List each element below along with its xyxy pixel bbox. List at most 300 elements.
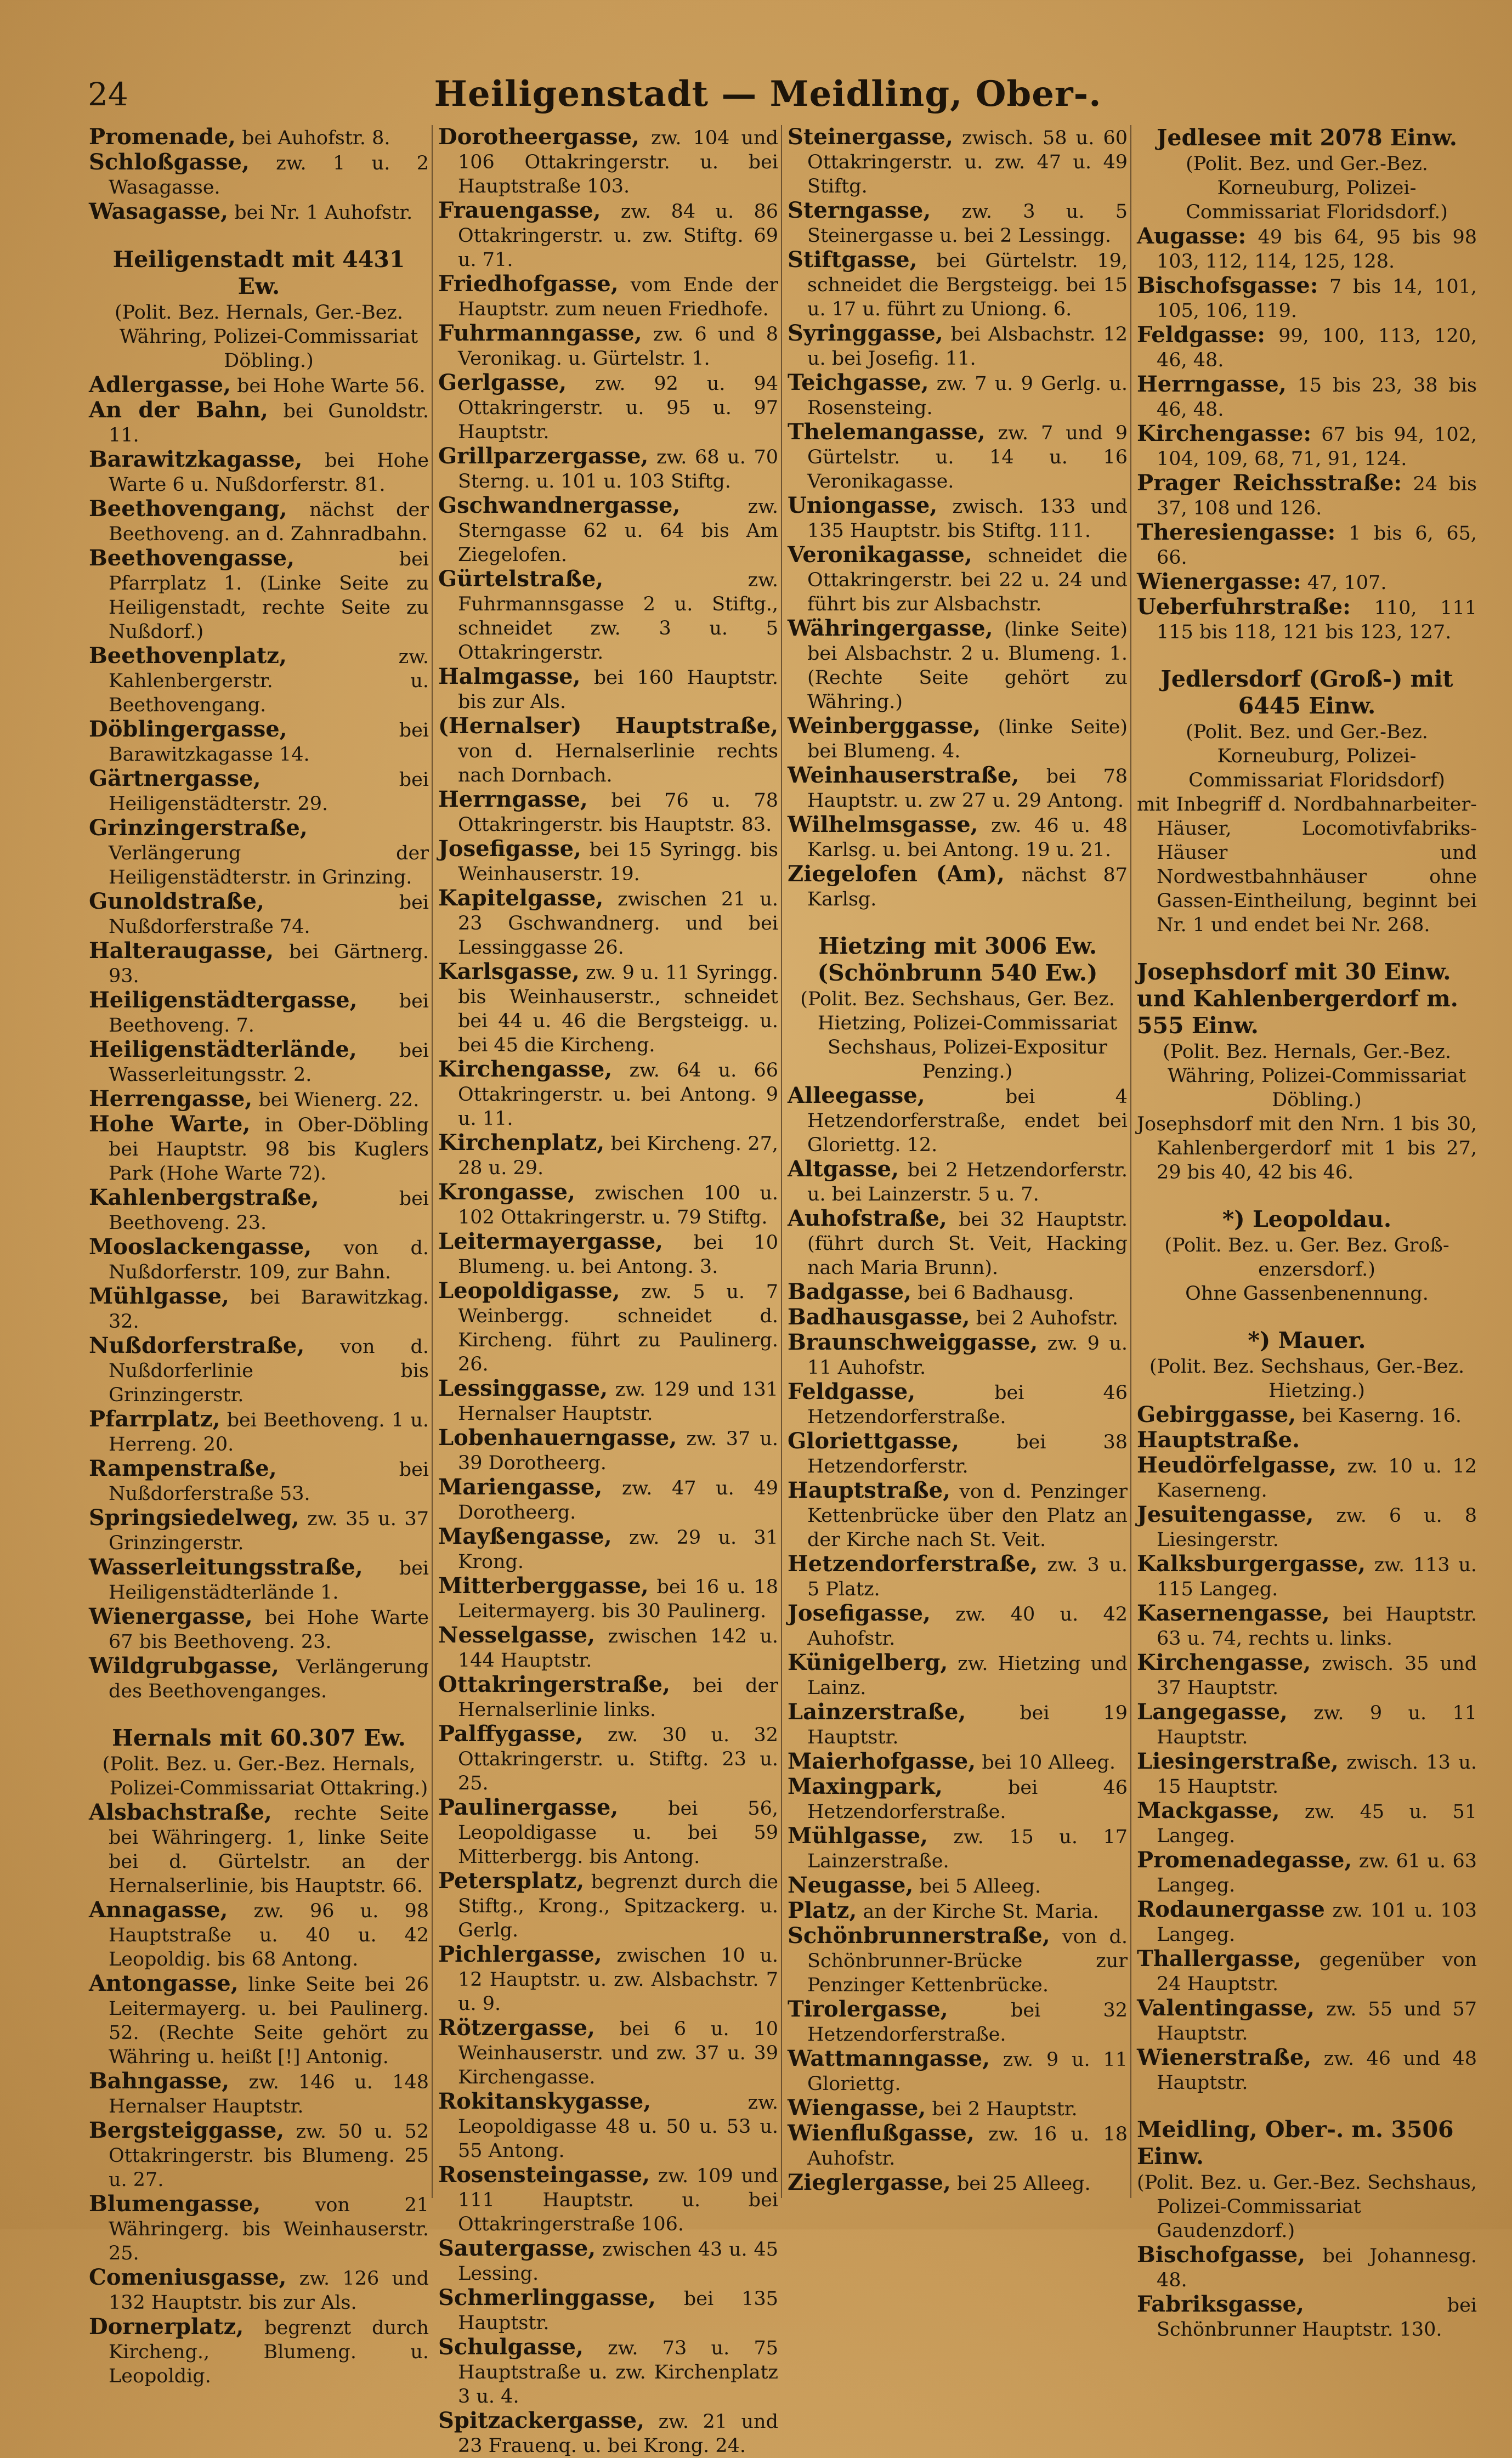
street-location: zw. 3 u. 5 Steinergasse u. bei 2 Lessingg. <box>807 201 1128 247</box>
street-name: Spitzackergasse, <box>438 2408 645 2433</box>
street-location: zw. 73 u. 75 Hauptstraße u. zw. Kirchenplatz 3 u. 4. <box>458 2337 778 2408</box>
street-name: Weinberggasse, <box>788 713 981 739</box>
street-location: zw. 37 u. 39 Dorotheerg. <box>458 1428 778 1474</box>
street-entry <box>1137 2243 1477 2292</box>
street-entry <box>89 398 429 448</box>
street-name: Badhausgasse, <box>788 1304 970 1330</box>
street-name: Neugasse, <box>788 1872 914 1898</box>
street-entry <box>438 1131 778 1180</box>
street-location: bei Heiligenstädterlände 1. <box>109 1558 429 1604</box>
street-entry <box>788 862 1128 911</box>
street-name: Petersplatz, <box>438 1868 585 1894</box>
street-entry <box>89 1898 429 1972</box>
street-location: (linke Seite) bei Alsbachstr. 2 u. Blumeng. 1. (Rechte Seite gehört zu Währing.) <box>807 619 1128 713</box>
street-entry <box>788 2171 1128 2196</box>
street-entry <box>89 1972 429 2069</box>
street-location: zw. Sterngasse 62 u. 64 bis Am Ziegelofen. <box>458 496 778 566</box>
street-list <box>1137 2243 1477 2342</box>
street-location: bei Hauptstr. 63 u. 74, rechts u. links. <box>1157 1604 1477 1650</box>
street-location: zw. 10 u. 12 Kaserneng. <box>1157 1455 1477 1502</box>
street-entry <box>1137 274 1477 323</box>
street-entry <box>1137 372 1477 422</box>
street-name: Lobenhauerngasse, <box>438 1425 677 1451</box>
street-location: bei Kircheng. 27, 28 u. 29. <box>458 1133 778 1179</box>
street-name: Liesingerstraße, <box>1137 1748 1339 1774</box>
street-entry <box>438 1942 778 2016</box>
street-location: zwischen 142 u. 144 Hauptstr. <box>458 1626 778 1672</box>
street-entry <box>89 2069 429 2119</box>
street-name: Fuhrmanngasse, <box>438 320 642 346</box>
street-location: bei Hohe Warte 67 bis Beethoveng. 23. <box>109 1607 429 1653</box>
street-entry <box>438 2286 778 2335</box>
street-location: 47, 107. <box>1301 572 1387 594</box>
street-entry <box>438 665 778 714</box>
street-location: bei Gürtelstr. 19, schneidet die Bergsteigg. bei 15 u. 17 u. führt zu Uniong. 6. <box>807 250 1128 320</box>
street-entry <box>788 763 1128 813</box>
district-jedlesee-title: Jedlesee mit 2078 Einw. <box>1157 124 1457 151</box>
street-location: zw. 47 u. 49 Dorotheerg. <box>458 1477 778 1523</box>
street-name: Feldgasse, <box>788 1379 916 1404</box>
street-location: schneidet die Ottakringerstr. bei 22 u. 24 und führt bis zur Alsbachstr. <box>807 545 1128 615</box>
column-rule <box>781 125 782 2198</box>
street-entry <box>1137 471 1477 520</box>
street-location: zw. 46 und 48 Hauptstr. <box>1157 2048 1477 2094</box>
street-entry <box>788 616 1128 714</box>
street-entry <box>438 1574 778 1623</box>
street-entry <box>788 1601 1128 1651</box>
street-location: bei Beethoveng. 23. <box>109 1188 429 1234</box>
street-entry <box>89 497 429 546</box>
street-name: Hetzendorferstraße, <box>788 1551 1038 1577</box>
street-location: bei 5 Alleeg. <box>913 1876 1041 1898</box>
street-entry <box>788 420 1128 494</box>
street-entry <box>89 717 429 767</box>
street-location: bei 10 Blumeng. u. bei Antong. 3. <box>458 1232 778 1278</box>
street-location: zw. 9 u. 11 Syringg. bis Weinhauserstr., schneidet bei 44 u. 46 die Bergsteigg. u. bei 45 die Kircheng. <box>458 962 778 1056</box>
street-entry <box>438 444 778 494</box>
street-location: zw. Hietzing und Lainz. <box>807 1653 1128 1699</box>
street-entry <box>788 813 1128 862</box>
district-info: (Polit. Bez. Sechshaus, Ger.-Bez. Hietzing.) <box>1149 1356 1465 1402</box>
street-name: Alleegasse, <box>788 1083 925 1108</box>
street-entry <box>788 494 1128 543</box>
street-location: linke Seite bei 26 Leitermayerg. u. bei Paulinerg. 52. (Rechte Seite gehört zu Währing u. heißt [!] Antonig. <box>109 1974 429 2068</box>
street-entry <box>438 1623 778 1673</box>
street-name: Hauptstraße, <box>788 1477 950 1503</box>
street-name: Langegasse, <box>1137 1699 1288 1725</box>
street-location: bei 32 Hetzendorferstraße. <box>807 2000 1128 2046</box>
street-name: Wiengasse, <box>788 2095 926 2121</box>
street-entry <box>438 1475 778 1525</box>
column-1 <box>89 124 429 2387</box>
district-mauer-title: *) Mauer. <box>1248 1327 1366 1353</box>
street-location: von d. Penzinger Kettenbrücke über den Platz an der Kirche nach St. Veit. <box>807 1481 1128 1551</box>
street-location: zw. 6 und 8 Veronikag. u. Gürtelstr. 1. <box>458 324 778 370</box>
street-entry <box>89 816 429 890</box>
district-heiligenstadt-title: Heiligenstadt mit 4431 Ew. <box>112 246 405 299</box>
street-name: Kahlenbergstraße, <box>89 1185 319 1210</box>
street-name: Kalksburgergasse, <box>1137 1551 1366 1577</box>
street-name: Ottakringerstraße, <box>438 1672 671 1697</box>
street-entry <box>89 988 429 1038</box>
street-name: Mariengasse, <box>438 1474 603 1500</box>
street-entry <box>438 2236 778 2286</box>
street-name: Wildgrubgasse, <box>89 1653 279 1679</box>
street-location: zw. 55 und 57 Hauptstr. <box>1157 1998 1477 2044</box>
street-name: Rötzergasse, <box>438 2015 595 2041</box>
street-name: Wattmanngasse, <box>788 2046 990 2071</box>
street-name: Herrengasse, <box>89 1086 253 1112</box>
street-entry <box>89 150 429 200</box>
street-name: Schönbrunnerstraße, <box>788 1923 1050 1949</box>
street-name: Barawitzkagasse, <box>89 446 303 472</box>
street-name: Halmgasse, <box>438 664 581 689</box>
column-rule <box>1130 125 1131 2198</box>
street-name: Rampenstraße, <box>89 1455 277 1481</box>
district-info: (Polit. Bez. u. Ger.-Bez. Hernals, Polizei-Commissariat Ottakring.) <box>102 1753 428 1799</box>
street-entry <box>1137 520 1477 570</box>
street-name: Uniongasse, <box>788 492 938 518</box>
street-name: Thallergasse, <box>1137 1946 1301 1972</box>
street-location: zw. 96 u. 98 Hauptstraße u. 40 u. 42 Leopoldig. bis 68 Antong. <box>109 1900 429 1970</box>
street-location: Verlängerung des Beethovenganges. <box>109 1656 429 1702</box>
street-location: zw. 5 u. 7 Weinbergg. schneidet d. Kircheng. führt zu Paulinerg. 26. <box>458 1281 778 1375</box>
street-entry <box>788 1330 1128 1380</box>
street-location: zw. 16 u. 18 Auhofstr. <box>807 2123 1128 2170</box>
street-entry <box>438 371 778 444</box>
street-list <box>89 1800 429 2388</box>
street-location: bei Wienerg. 22. <box>252 1089 420 1111</box>
street-name: Altgasse, <box>788 1156 899 1182</box>
street-location: zw. 6 u. 8 Liesingerstr. <box>1157 1505 1477 1551</box>
street-name: Auhofstraße, <box>788 1205 947 1231</box>
street-location: zw. 7 und 9 Gürtelstr. u. 14 u. 16 Veronikagasse. <box>807 422 1128 492</box>
street-location: zw. 104 und 106 Ottakringerstr. u. bei Hauptstraße 103. <box>458 127 778 197</box>
street-name: Kirchengasse, <box>438 1056 613 1082</box>
street-entry <box>438 1180 778 1230</box>
street-entry <box>89 125 429 150</box>
street-name: Prager Reichsstraße: <box>1137 470 1402 496</box>
street-name: Maierhofgasse, <box>788 1748 976 1774</box>
street-name: Grillparzergasse, <box>438 443 649 469</box>
street-name: Wilhelmsgasse, <box>788 812 978 837</box>
street-location: von d. Nußdorferlinie bis Grinzingerstr. <box>109 1336 429 1406</box>
street-entry <box>1137 1453 1477 1503</box>
street-name: Rokitanskygasse, <box>438 2088 652 2114</box>
street-location: (linke Seite) bei Blumeng. 4. <box>807 716 1128 762</box>
street-list <box>438 125 778 2458</box>
street-name: Nußdorferstraße, <box>89 1333 305 1358</box>
street-entry <box>1137 1947 1477 1996</box>
street-entry <box>89 1235 429 1284</box>
street-location: zw. 30 u. 32 Ottakringerstr. u. Stiftg. 23 u. 25. <box>458 1724 778 1794</box>
street-name: Heudörfelgasse, <box>1137 1452 1337 1478</box>
street-name: Wienergasse: <box>1137 569 1301 594</box>
street-location: zw. 15 u. 17 Lainzerstraße. <box>807 1826 1128 1872</box>
street-entry <box>438 788 778 837</box>
street-entry <box>1137 1898 1477 1947</box>
district-info: (Polit. Bez. u. Ger.-Bez. Sechshaus, Polizei-Commissariat Gaudenzdorf.) <box>1137 2172 1477 2242</box>
street-location: bei 38 Hetzendorferstr. <box>807 1431 1128 1477</box>
street-entry <box>438 2409 778 2458</box>
street-entry <box>788 1873 1128 1899</box>
street-location: zw. 40 u. 42 Auhofstr. <box>807 1604 1128 1650</box>
street-name: Lainzerstraße, <box>788 1699 966 1725</box>
street-entry <box>89 2192 429 2266</box>
street-name: Hohe Warte, <box>89 1111 251 1137</box>
street-location: bei 10 Alleeg. <box>976 1752 1116 1774</box>
street-entry <box>788 199 1128 248</box>
street-name: Sterngasse, <box>788 197 931 223</box>
street-list <box>1137 1403 1477 2095</box>
street-location: bei Gunoldstr. 11. <box>109 400 429 446</box>
street-location: vom Ende der Hauptstr. zum neuen Friedhofe. <box>458 274 778 320</box>
street-name: Kasernengasse, <box>1137 1600 1330 1626</box>
street-name: Mitterberggasse, <box>438 1573 649 1599</box>
street-location: bei Hohe Warte 6 u. Nußdorferstr. 81. <box>109 450 429 496</box>
street-name: Beethovenplatz, <box>89 643 287 669</box>
street-name: Platz, <box>788 1898 857 1923</box>
street-name: Wienergasse, <box>89 1604 253 1629</box>
street-location: zw. 84 u. 86 Ottakringerstr. u. zw. Stiftg. 69 u. 71. <box>458 201 778 271</box>
street-location: zw. 126 und 132 Hauptstr. bis zur Als. <box>109 2268 429 2314</box>
street-location: bei der Hernalserlinie links. <box>458 1675 778 1721</box>
street-name: Mayßengasse, <box>438 1523 612 1549</box>
street-entry <box>788 1207 1128 1280</box>
street-entry <box>438 2335 778 2409</box>
street-location: 7 bis 14, 101, 105, 106, 119. <box>1157 276 1477 322</box>
street-location: bei 160 Hauptstr. bis zur Als. <box>458 667 778 713</box>
street-name: Gürtelstraße, <box>438 566 604 592</box>
street-name: Karlsgasse, <box>438 959 580 984</box>
street-name: Kirchengasse, <box>1137 1650 1311 1675</box>
street-name: Grinzingerstraße, <box>89 815 308 841</box>
street-name: Bischofgasse, <box>1137 2242 1306 2268</box>
street-entry <box>438 567 778 665</box>
street-name: Alsbachstraße, <box>89 1799 272 1825</box>
street-entry <box>788 1157 1128 1207</box>
street-location: bei Johannesg. 48. <box>1157 2245 1477 2291</box>
street-entry <box>1137 2292 1477 2342</box>
street-name: Maxingpark, <box>788 1774 943 1799</box>
street-name: Rosensteingasse, <box>438 2162 650 2188</box>
street-name: Braunschweiggasse, <box>788 1329 1038 1355</box>
street-name: Beethovengasse, <box>89 545 295 571</box>
street-name: Adlergasse, <box>89 372 231 398</box>
street-location: zw. 64 u. 66 Ottakringerstr. u. bei Antong. 9 u. 11. <box>458 1060 778 1130</box>
street-name: Beethovengang, <box>89 496 287 522</box>
street-location: zwischen 100 u. 102 Ottakringerstr. u. 79 Stiftg. <box>458 1182 778 1228</box>
street-location: bei 76 u. 78 Ottakringerstr. bis Hauptstr. 83. <box>458 790 778 836</box>
street-entry <box>788 1899 1128 1924</box>
street-location: 67 bis 94, 102, 104, 109, 68, 71, 91, 124. <box>1157 424 1477 470</box>
street-entry <box>89 644 429 717</box>
street-entry <box>1137 1996 1477 2046</box>
district-note: mit Inbegriff d. Nordbahnarbeiter-Häuser, Locomotivfabriks-Häuser und Nordwestbahnhäuser ohne Gassen-Eintheilung, beginnt bei Nr. 1 und endet bei Nr. 268. <box>1137 794 1477 936</box>
street-name: Bergsteiggasse, <box>89 2117 285 2143</box>
street-name: Tirolergasse, <box>788 1996 948 2022</box>
street-entry <box>438 960 778 1057</box>
street-location: zwischen 21 u. 23 Gschwandnerg. und bei Lessinggasse 26. <box>458 888 778 959</box>
street-entry <box>89 2119 429 2192</box>
street-location: zw. 21 und 23 Frauenq. u. bei Krong. 24. <box>458 2411 778 2457</box>
street-location: zwisch. 35 und 37 Hauptstr. <box>1157 1653 1477 1699</box>
street-location: bei 19 Hauptstr. <box>807 1702 1128 1748</box>
street-name: Comeniusgasse, <box>89 2264 287 2290</box>
column-3 <box>788 125 1128 2209</box>
street-location: zw. 101 u. 103 Langeg. <box>1157 1900 1477 1946</box>
street-entry <box>89 448 429 497</box>
street-entry <box>1137 1848 1477 1898</box>
street-name: Syringgasse, <box>788 320 943 346</box>
street-name: Frauengasse, <box>438 197 601 223</box>
street-location: Verlängerung der Heiligenstädterstr. in Grinzing. <box>109 842 429 888</box>
street-entry <box>788 1429 1128 1479</box>
street-name: Leopoldigasse, <box>438 1278 620 1304</box>
street-location: bei 2 Hauptstr. <box>926 2098 1078 2120</box>
street-entry <box>89 200 429 225</box>
district-hietzing-title: Hietzing mit 3006 Ew. (Schönbrunn 540 Ew.) <box>817 933 1098 986</box>
street-location: bei Barawitzkag. 32. <box>109 1287 429 1333</box>
street-entry <box>1137 595 1477 644</box>
street-location: zw. Kahlenbergerstr. u. Beethovengang. <box>109 646 429 716</box>
street-name: Wienflußgasse, <box>788 2120 975 2146</box>
street-name: Thelemangasse, <box>788 419 986 445</box>
street-location: bei 46 Hetzendorferstraße. <box>807 1382 1128 1428</box>
street-location: von d. Hernalserlinie rechts nach Dornbach. <box>458 740 778 786</box>
street-name: Kirchengasse: <box>1137 421 1312 446</box>
street-location: zw. 7 u. 9 Gerlg. u. Rosensteing. <box>807 373 1128 419</box>
street-location: zwisch. 13 u. 15 Hauptstr. <box>1157 1752 1477 1798</box>
street-name: Gloriettgasse, <box>788 1428 960 1454</box>
street-entry <box>788 714 1128 763</box>
district-jedlersdorf-title: Jedlersdorf (Groß-) mit 6445 Einw. <box>1160 666 1453 719</box>
street-location: bei 6 Badhausg. <box>911 1282 1074 1304</box>
street-location: zw. 129 und 131 Hernalser Hauptstr. <box>458 1379 778 1425</box>
street-name: Gerlgasse, <box>438 370 567 395</box>
street-entry <box>89 2266 429 2315</box>
street-location: von d. Schönbrunner-Brücke zur Penzinger Kettenbrücke. <box>807 1926 1128 1996</box>
street-entry <box>89 939 429 988</box>
street-location: nächst 87 Karlsg. <box>807 864 1128 910</box>
street-entry <box>788 1305 1128 1330</box>
street-location: zwischen 43 u. 45 Lessing. <box>458 2239 778 2285</box>
street-location: zw. Leopoldigasse 48 u. 50 u. 53 u. 55 Antong. <box>458 2092 778 2162</box>
street-entry <box>788 543 1128 616</box>
street-entry <box>1137 1403 1477 1428</box>
street-name: Sautergasse, <box>438 2235 596 2261</box>
column-2 <box>438 124 778 2457</box>
directory-columns <box>89 124 1477 2457</box>
street-location: zw. 35 u. 37 Grinzingerstr. <box>109 1508 429 1554</box>
street-entry <box>438 125 778 199</box>
street-location: zw. 50 u. 52 Ottakringerstr. bis Blumeng. 25 u. 27. <box>109 2121 429 2191</box>
street-location: zw. 61 u. 63 Langeg. <box>1157 1850 1477 1896</box>
page-number: 24 <box>88 76 128 113</box>
street-location: von 21 Währingerg. bis Weinhauserstr. 25. <box>109 2194 429 2264</box>
street-name: Josefigasse, <box>438 836 581 862</box>
street-name: Bahngasse, <box>89 2068 230 2094</box>
street-location: nächst der Beethoveng. an d. Zahnradbahn. <box>109 499 429 545</box>
street-name: Heiligenstädterlände, <box>89 1037 357 1062</box>
street-entry <box>89 1407 429 1457</box>
street-location: zwisch. 58 u. 60 Ottakringerstr. u. zw. 47 u. 49 Stiftg. <box>807 127 1128 197</box>
street-name: Springsiedelweg, <box>89 1505 299 1531</box>
street-name: Künigelberg, <box>788 1650 948 1675</box>
street-entry <box>1137 1552 1477 1601</box>
street-location: von d. Nußdorferstr. 109, zur Bahn. <box>109 1237 429 1283</box>
street-list <box>1137 224 1477 644</box>
district-info: (Polit. Bez. Hernals, Ger.-Bez. Währing, Polizei-Commissariat Döbling.) <box>1163 1041 1466 1111</box>
street-entry <box>89 1654 429 1703</box>
street-location: bei 15 Syringg. bis Weinhauserstr. 19. <box>458 839 778 885</box>
street-name: Fabriksgasse, <box>1137 2291 1304 2317</box>
street-name: Mühlgasse, <box>788 1823 928 1849</box>
street-location: bei 6 u. 10 Weinhauserstr. und zw. 37 u. 39 Kirchengasse. <box>458 2018 778 2088</box>
street-name: Wasagasse, <box>89 199 229 224</box>
street-entry <box>438 1230 778 1279</box>
street-name: Schulgasse, <box>438 2334 584 2360</box>
street-name: Ueberfuhrstraße: <box>1137 594 1351 620</box>
street-name: Veronikagasse, <box>788 542 972 568</box>
street-name: Wasserleitungsstraße, <box>89 1554 363 1580</box>
street-name: (Hernalser) Hauptstraße, <box>438 713 778 739</box>
street-location: gegenüber von 24 Hauptstr. <box>1157 1949 1477 1995</box>
street-entry <box>788 371 1128 420</box>
district-hernals-title: Hernals mit 60.307 Ew. <box>112 1725 406 1751</box>
street-name: Steinergasse, <box>788 124 953 150</box>
street-name: Hauptstraße. <box>1137 1427 1300 1453</box>
street-name: Währingergasse, <box>788 615 993 641</box>
district-info: (Polit. Bez. u. Ger. Bez. Groß-enzersdorf.) <box>1164 1234 1449 1281</box>
street-entry <box>1137 1503 1477 1552</box>
street-entry <box>438 1377 778 1426</box>
street-location: bei 32 Hauptstr. (führt durch St. Veit, Hacking nach Maria Brunn). <box>807 1209 1128 1279</box>
street-entry <box>1137 1799 1477 1848</box>
street-name: Friedhofgasse, <box>438 271 619 297</box>
street-entry <box>788 1380 1128 1429</box>
street-name: Krongasse, <box>438 1179 575 1205</box>
street-location: zwisch. 133 und 135 Hauptstr. bis Stiftg. 111. <box>807 496 1128 542</box>
street-entry <box>89 890 429 939</box>
street-name: Ziegelofen (Am), <box>788 861 1005 887</box>
street-location: 49 bis 64, 95 bis 98 103, 112, 114, 125, 128. <box>1157 226 1477 273</box>
street-entry <box>438 714 778 788</box>
street-entry <box>438 321 778 371</box>
street-name: Stiftgasse, <box>788 247 918 273</box>
street-location: bei Beethoveng. 7. <box>109 990 429 1037</box>
street-location: bei 46 Hetzendorferstraße. <box>807 1777 1128 1823</box>
street-entry <box>1137 1428 1477 1453</box>
street-entry <box>89 1334 429 1407</box>
street-location: bei 2 Hetzendorferstr. u. bei Lainzerstr. 5 u. 7. <box>807 1159 1128 1205</box>
street-list <box>89 373 429 1703</box>
street-entry <box>1137 1749 1477 1799</box>
street-entry <box>1137 2046 1477 2095</box>
street-list <box>89 125 429 225</box>
street-location: zw. 46 u. 48 Karlsg. u. bei Antong. 19 u. 21. <box>807 815 1128 861</box>
street-location: bei Nußdorferstraße 74. <box>109 892 429 938</box>
street-entry <box>788 1997 1128 2047</box>
street-entry <box>438 2016 778 2089</box>
district-meidling-title: Meidling, Ober-. m. 3506 Einw. <box>1137 2116 1454 2170</box>
street-entry <box>438 2089 778 2163</box>
street-entry <box>788 1700 1128 1749</box>
street-entry <box>788 1749 1128 1775</box>
street-name: Mackgasse, <box>1137 1798 1280 1823</box>
street-name: Mooslackengasse, <box>89 1234 312 1260</box>
street-entry <box>89 1506 429 1555</box>
